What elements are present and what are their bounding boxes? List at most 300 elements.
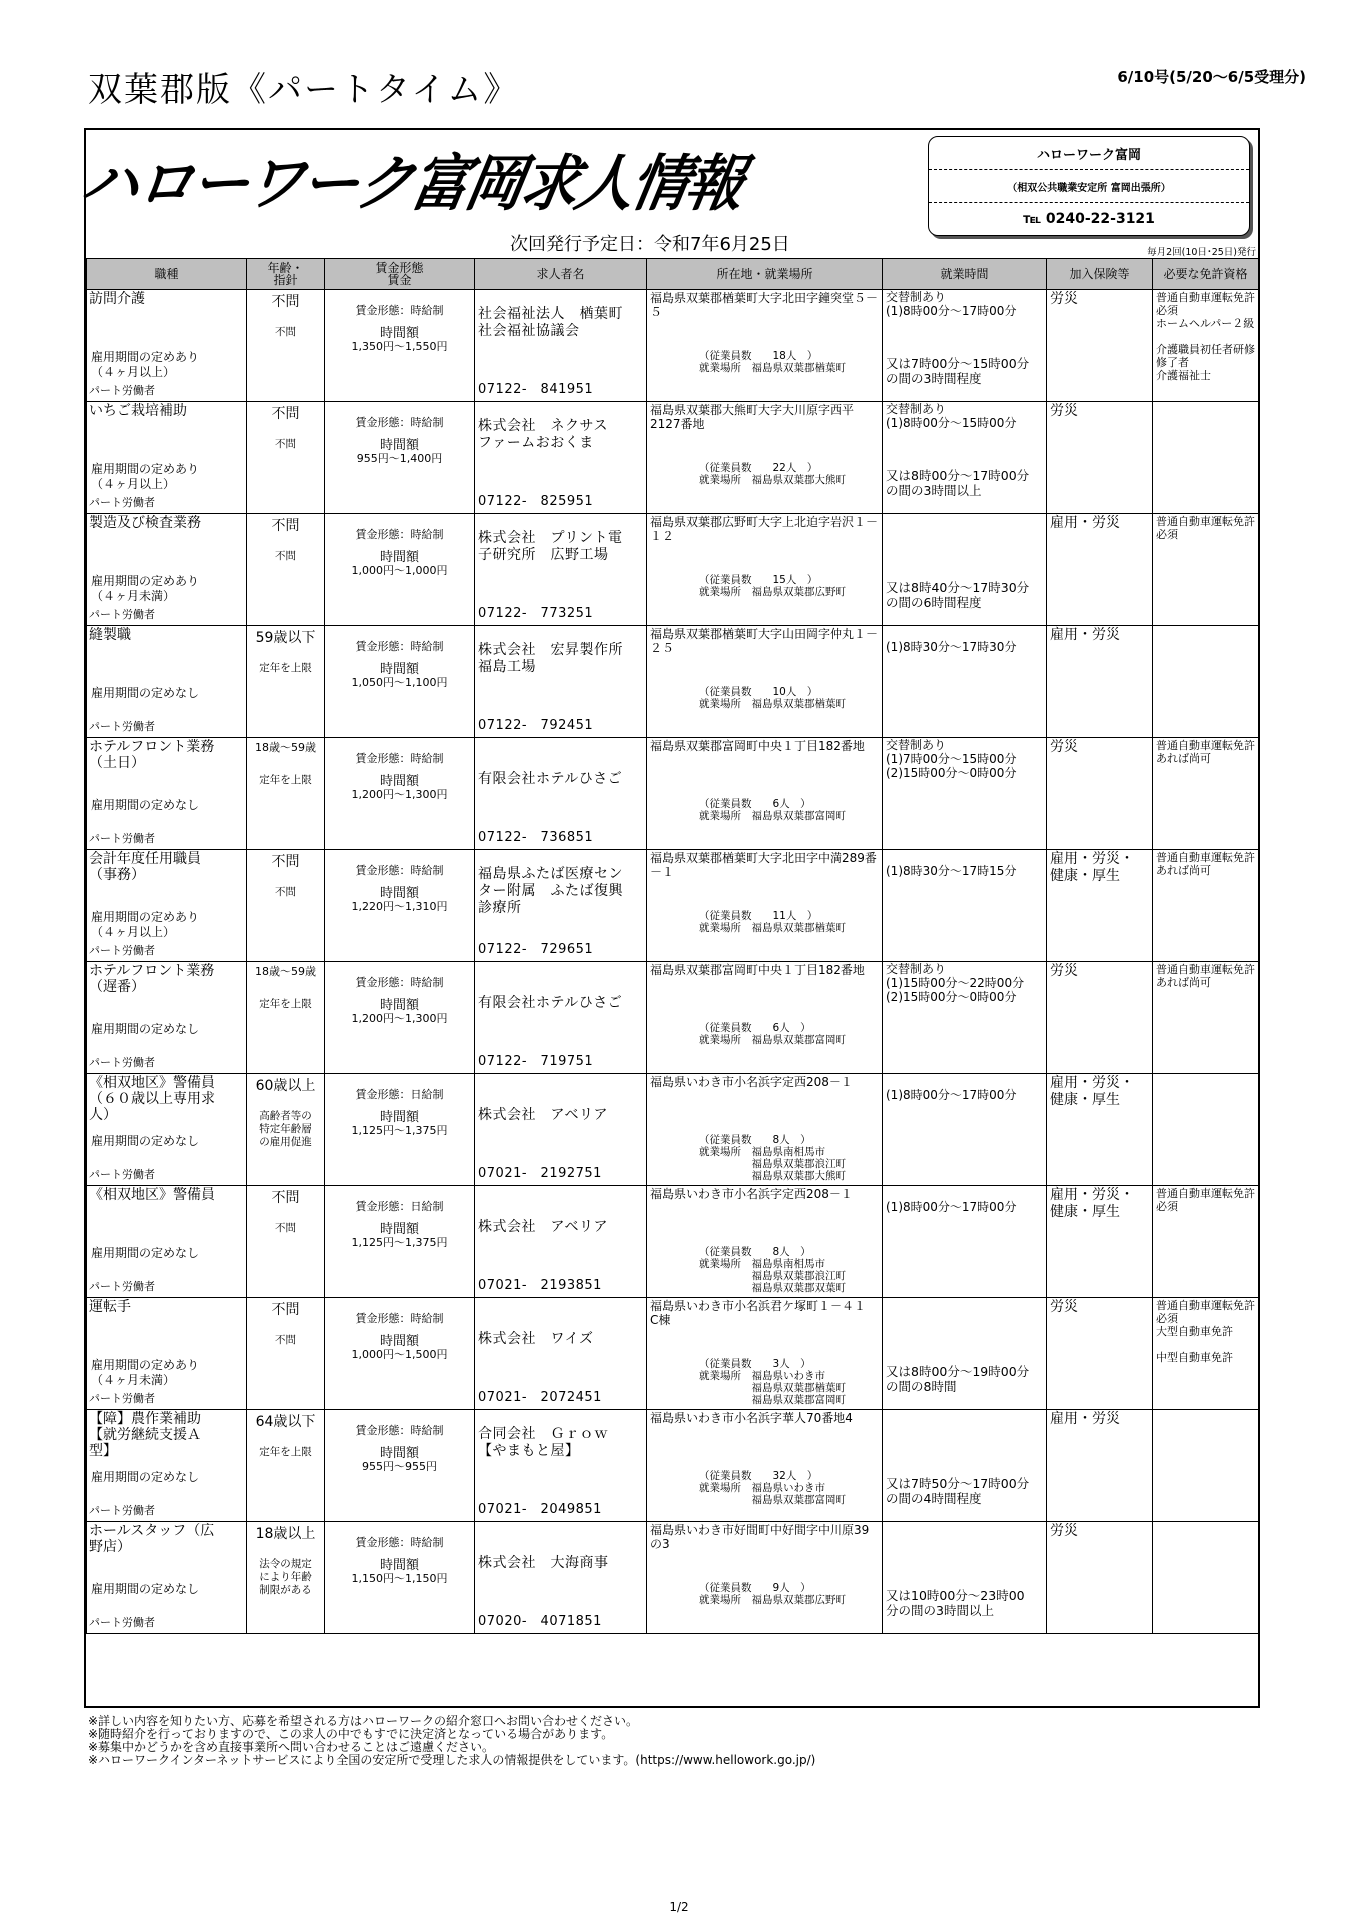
job-row: [87, 626, 1259, 738]
work-hours: (1)8時00分～17時00分: [886, 1088, 1017, 1102]
wage-block: [325, 514, 474, 577]
column-header: 賃金形態 賃金: [325, 259, 475, 290]
job-title: いちご栽培補助: [89, 403, 187, 419]
employer-name: 株式会社 宏昇製作所 福島工場: [478, 642, 623, 675]
work-hours: (1)8時00分～17時00分: [886, 1200, 1017, 1214]
cell-wage: [325, 1186, 475, 1298]
job-number: 07021- 2192751: [478, 1166, 602, 1181]
office-box: [928, 136, 1250, 236]
wage-per: 時間額: [379, 326, 419, 341]
staff-and-workplace: （従業員数 32人 ） 就業場所 福島県いわき市 福島県双葉郡富岡町: [699, 1470, 846, 1506]
cell-job: [87, 290, 247, 402]
office-tel: ℡ 0240-22-3121: [1023, 211, 1155, 227]
employer-name: 株式会社 大海商事: [478, 1555, 609, 1571]
address: 福島県いわき市小名浜君ケ塚町１－４１ C棟: [650, 1299, 867, 1327]
cell-wage: [325, 402, 475, 514]
column-header: 年齢・ 指針: [247, 259, 325, 290]
work-hours: 交替制あり (1)8時00分～15時00分: [886, 402, 1017, 430]
address: 福島県双葉郡楢葉町大字山田岡字仲丸１－２５: [650, 627, 879, 655]
wage-type: 賃金形態：日給制: [355, 1200, 444, 1213]
job-number: 07122- 729651: [478, 942, 594, 957]
wage-block: [325, 962, 474, 1025]
wage-block: [325, 1410, 474, 1473]
staff-and-workplace: （従業員数 10人 ） 就業場所 福島県双葉郡楢葉町: [699, 686, 846, 710]
cell-job: [87, 1298, 247, 1410]
work-hours-alt: 又は8時00分～17時00分 の間の3時間以上: [886, 468, 1030, 498]
cell-insurance: [1047, 402, 1153, 514]
wage-block: [325, 738, 474, 801]
cell-license: [1153, 402, 1259, 514]
work-hours: 交替制あり (1)8時00分～17時00分: [886, 290, 1017, 318]
cell-license: [1153, 1410, 1259, 1522]
employment-term: 雇用期間の定めあり （４ヶ月未満）: [91, 1358, 200, 1387]
worker-type: パート労働者: [89, 384, 155, 397]
age-note: 不問: [275, 886, 296, 898]
cell-license: [1153, 1298, 1259, 1410]
job-title: ホテルフロント業務 （遅番）: [89, 963, 215, 995]
job-title: 《相双地区》警備員: [89, 1187, 215, 1203]
job-row: [87, 514, 1259, 626]
age-note: 定年を上限: [259, 1446, 312, 1458]
employer-name: 福島県ふたば医療セン ター附属 ふたば復興 診療所: [478, 866, 623, 916]
column-header: 求人者名: [475, 259, 647, 290]
age-note: 不問: [275, 1334, 296, 1346]
address: 福島県いわき市小名浜字定西208－１: [650, 1075, 853, 1089]
cell-age: [247, 402, 325, 514]
cell-wage: [325, 514, 475, 626]
required-license: [1153, 1074, 1258, 1076]
staff-and-workplace: （従業員数 15人 ） 就業場所 福島県双葉郡広野町: [699, 574, 846, 598]
cell-age: [247, 1522, 325, 1634]
notes: [88, 1715, 815, 1767]
wage-block: [325, 1186, 474, 1249]
cell-wage: [325, 962, 475, 1074]
column-header: 所在地・就業場所: [647, 259, 883, 290]
worker-type: パート労働者: [89, 1168, 155, 1181]
cell-employer: [475, 850, 647, 962]
required-license: [1153, 402, 1258, 404]
insurance: 労災: [1050, 291, 1078, 307]
cell-age: [247, 1298, 325, 1410]
cell-wage: [325, 1410, 475, 1522]
cell-wage: [325, 1298, 475, 1410]
employer-name: 株式会社 ネクサス ファームおおくま: [478, 418, 608, 451]
cell-license: [1153, 850, 1259, 962]
cell-address: [647, 850, 883, 962]
job-number: 07021- 2193851: [478, 1278, 602, 1293]
job-title: 製造及び検査業務: [89, 515, 201, 531]
employer-name: 有限会社ホテルひさご: [478, 771, 623, 787]
staff-and-workplace: （従業員数 11人 ） 就業場所 福島県双葉郡楢葉町: [699, 910, 846, 934]
age-requirement: 64歳以下: [255, 1414, 316, 1430]
address: 福島県いわき市小名浜字華人70番地4: [650, 1411, 853, 1425]
cell-insurance: [1047, 738, 1153, 850]
cell-age: [247, 1074, 325, 1186]
required-license: 普通自動車運転免許 あれば尚可: [1156, 963, 1255, 989]
wage-range: 1,125円～1,375円: [351, 1236, 448, 1249]
insurance: 雇用・労災・ 健康・厚生: [1050, 1075, 1134, 1108]
job-number: 07122- 773251: [478, 606, 594, 621]
cell-job: [87, 1186, 247, 1298]
age-requirement: 不問: [271, 854, 300, 870]
cell-employer: [475, 514, 647, 626]
age-note: 不問: [275, 326, 296, 338]
insurance: 雇用・労災・ 健康・厚生: [1050, 1187, 1134, 1220]
cell-age: [247, 1186, 325, 1298]
wage-range: 1,150円～1,150円: [351, 1572, 448, 1585]
worker-type: パート労働者: [89, 832, 155, 845]
cell-employer: [475, 962, 647, 1074]
cell-wage: [325, 290, 475, 402]
required-license: 普通自動車運転免許 必須 大型自動車免許 中型自動車免許: [1156, 1299, 1255, 1364]
job-title: 縫製職: [89, 627, 131, 643]
job-row: [87, 290, 1259, 402]
office-name: ハローワーク富岡: [929, 137, 1249, 170]
wage-type: 賃金形態：時給制: [355, 864, 444, 877]
insurance: 雇用・労災: [1050, 627, 1120, 643]
wage-per: 時間額: [379, 886, 419, 901]
staff-and-workplace: （従業員数 9人 ） 就業場所 福島県双葉郡広野町: [699, 1582, 846, 1606]
insurance: 労災: [1050, 739, 1078, 755]
job-number: 07122- 736851: [478, 830, 594, 845]
cell-wage: [325, 850, 475, 962]
worker-type: パート労働者: [89, 1056, 155, 1069]
wage-type: 賃金形態：時給制: [355, 752, 444, 765]
wage-per: 時間額: [379, 1222, 419, 1237]
wage-block: [325, 626, 474, 689]
age-note: 不問: [275, 550, 296, 562]
table-header-row: [87, 259, 1259, 290]
required-license: 普通自動車運転免許 あれば尚可: [1156, 851, 1255, 877]
cell-employer: [475, 1298, 647, 1410]
work-hours: (1)8時30分～17時15分: [886, 864, 1017, 878]
job-number: 07021- 2049851: [478, 1502, 602, 1517]
column-header: 加入保険等: [1047, 259, 1153, 290]
job-row: [87, 1522, 1259, 1634]
note-line: ※詳しい内容を知りたい方、応募を希望される方はハローワークの紹介窓口へお問い合わせください。: [88, 1714, 639, 1728]
wage-range: 955円～955円: [362, 1460, 437, 1473]
age-note: 不問: [275, 438, 296, 450]
cell-hours: [883, 962, 1047, 1074]
wage-block: [325, 1074, 474, 1137]
employment-term: 雇用期間の定めなし: [91, 1582, 200, 1596]
cell-insurance: [1047, 962, 1153, 1074]
insurance: 労災: [1050, 403, 1078, 419]
required-license: [1153, 1410, 1258, 1412]
wage-range: 1,125円～1,375円: [351, 1124, 448, 1137]
cell-age: [247, 290, 325, 402]
wage-type: 賃金形態：時給制: [355, 304, 444, 317]
staff-and-workplace: （従業員数 8人 ） 就業場所 福島県南相馬市 福島県双葉郡浪江町 福島県双葉郡大熊町: [699, 1134, 846, 1182]
staff-and-workplace: （従業員数 6人 ） 就業場所 福島県双葉郡富岡町: [699, 1022, 846, 1046]
work-hours-alt: 又は8時40分～17時30分 の間の6時間程度: [886, 580, 1030, 610]
age-requirement: 不問: [271, 294, 300, 310]
cell-address: [647, 402, 883, 514]
wage-per: 時間額: [379, 774, 419, 789]
cell-insurance: [1047, 1298, 1153, 1410]
cell-job: [87, 738, 247, 850]
wage-type: 賃金形態：時給制: [355, 1424, 444, 1437]
cell-employer: [475, 1074, 647, 1186]
staff-and-workplace: （従業員数 22人 ） 就業場所 福島県双葉郡大熊町: [699, 462, 846, 486]
cell-insurance: [1047, 514, 1153, 626]
worker-type: パート労働者: [89, 496, 155, 509]
employer-name: 有限会社ホテルひさご: [478, 995, 623, 1011]
cell-address: [647, 1522, 883, 1634]
wage-per: 時間額: [379, 1334, 419, 1349]
address: 福島県双葉郡大熊町大字大川原字西平2127番地: [650, 403, 855, 431]
job-title: 訪問介護: [89, 291, 145, 307]
staff-and-workplace: （従業員数 8人 ） 就業場所 福島県南相馬市 福島県双葉郡浪江町 福島県双葉郡双葉町: [699, 1246, 846, 1294]
cell-hours: [883, 290, 1047, 402]
cell-license: [1153, 1074, 1259, 1186]
cell-address: [647, 1074, 883, 1186]
cell-job: [87, 514, 247, 626]
employer-name: 株式会社 アベリア: [478, 1219, 608, 1235]
wage-range: 1,220円～1,310円: [351, 900, 448, 913]
column-header: 職種: [87, 259, 247, 290]
job-title: 【障】農作業補助 【就労継続支援Ａ 型】: [89, 1411, 201, 1459]
wage-type: 賃金形態：時給制: [355, 640, 444, 653]
column-header: 就業時間: [883, 259, 1047, 290]
cell-employer: [475, 1522, 647, 1634]
cell-job: [87, 1074, 247, 1186]
cell-age: [247, 626, 325, 738]
hellowork-logo: ハローワーク富岡求人情報: [75, 147, 748, 220]
cell-employer: [475, 626, 647, 738]
age-note: 定年を上限: [259, 662, 312, 674]
cell-license: [1153, 626, 1259, 738]
worker-type: パート労働者: [89, 1280, 155, 1293]
job-title: ホテルフロント業務 （土日）: [89, 739, 215, 771]
cell-hours: [883, 1074, 1047, 1186]
employment-term: 雇用期間の定めあり （４ヶ月以上）: [91, 350, 200, 379]
cell-age: [247, 514, 325, 626]
cell-address: [647, 738, 883, 850]
employment-term: 雇用期間の定めあり （４ヶ月以上）: [91, 910, 200, 939]
employment-term: 雇用期間の定めあり （４ヶ月以上）: [91, 462, 200, 491]
wage-block: [325, 1522, 474, 1585]
cell-hours: [883, 850, 1047, 962]
insurance: 労災: [1050, 1523, 1078, 1539]
work-hours-alt: 又は8時00分～19時00分 の間の8時間: [886, 1364, 1030, 1394]
issue-frequency: 毎月2回(10日･25日)発行: [1147, 247, 1256, 258]
age-requirement: 60歳以上: [255, 1078, 316, 1094]
cell-hours: [883, 514, 1047, 626]
cell-insurance: [1047, 1410, 1153, 1522]
address: 福島県いわき市小名浜字定西208－１: [650, 1187, 853, 1201]
job-row: [87, 850, 1259, 962]
address: 福島県双葉郡広野町大字上北迫字岩沢１－１２: [650, 515, 879, 543]
wage-type: 賃金形態：時給制: [355, 1312, 444, 1325]
cell-job: [87, 962, 247, 1074]
cell-insurance: [1047, 290, 1153, 402]
age-requirement: 不問: [271, 1302, 300, 1318]
cell-hours: [883, 1186, 1047, 1298]
worker-type: パート労働者: [89, 1616, 155, 1629]
cell-license: [1153, 514, 1259, 626]
employment-term: 雇用期間の定めなし: [91, 686, 200, 700]
worker-type: パート労働者: [89, 944, 155, 957]
cell-insurance: [1047, 1074, 1153, 1186]
employer-name: 株式会社 アベリア: [478, 1107, 608, 1123]
job-table: [86, 258, 1259, 1634]
issue-number: 6/10号(5/20～6/5受理分): [1117, 68, 1306, 86]
cell-hours: [883, 1298, 1047, 1410]
work-hours-alt: 又は10時00分～23時00 分の間の3時間以上: [886, 1588, 1025, 1618]
note-line: ※随時紹介を行っておりますので、この求人の中でもすでに決定済となっている場合があります。: [88, 1727, 614, 1741]
cell-license: [1153, 290, 1259, 402]
job-listing-frame: [75, 128, 1260, 1767]
work-hours-alt: 又は7時50分～17時00分 の間の4時間程度: [886, 1476, 1030, 1506]
work-hours-alt: 又は7時00分～15時00分 の間の3時間程度: [886, 356, 1030, 386]
age-requirement: 59歳以下: [255, 630, 316, 646]
age-note: 定年を上限: [259, 998, 312, 1010]
worker-type: パート労働者: [89, 720, 155, 733]
job-row: [87, 1186, 1259, 1298]
age-requirement: 不問: [271, 406, 300, 422]
cell-insurance: [1047, 1186, 1153, 1298]
cell-wage: [325, 626, 475, 738]
next-issue-date: 次回発行予定日：令和7年6月25日: [510, 234, 790, 255]
document-title: 双葉郡版《パートタイム》: [88, 70, 520, 110]
job-number: 07122- 792451: [478, 718, 594, 733]
age-requirement: 18歳～59歳: [255, 741, 316, 754]
work-hours: 交替制あり (1)7時00分～15時00分 (2)15時00分～0時00分: [886, 738, 1017, 780]
employer-name: 社会福祉法人 楢葉町 社会福祉協議会: [478, 306, 623, 339]
job-title: ホールスタッフ（広 野店）: [89, 1523, 215, 1555]
job-row: [87, 962, 1259, 1074]
cell-hours: [883, 1410, 1047, 1522]
wage-range: 955円～1,400円: [356, 452, 443, 465]
wage-range: 1,200円～1,300円: [351, 788, 448, 801]
wage-range: 1,050円～1,100円: [351, 676, 448, 689]
wage-type: 賃金形態：時給制: [355, 528, 444, 541]
address: 福島県双葉郡楢葉町大字北田字中満289番－１: [650, 851, 877, 879]
cell-license: [1153, 1522, 1259, 1634]
job-number: 07021- 2072451: [478, 1390, 602, 1405]
cell-employer: [475, 290, 647, 402]
job-row: [87, 402, 1259, 514]
insurance: 労災: [1050, 1299, 1078, 1315]
cell-wage: [325, 738, 475, 850]
insurance: 労災: [1050, 963, 1078, 979]
wage-per: 時間額: [379, 1446, 419, 1461]
cell-address: [647, 290, 883, 402]
cell-license: [1153, 1186, 1259, 1298]
cell-address: [647, 962, 883, 1074]
insurance: 雇用・労災: [1050, 1411, 1120, 1427]
cell-insurance: [1047, 1522, 1153, 1634]
job-number: 07122- 825951: [478, 494, 594, 509]
wage-type: 賃金形態：日給制: [355, 1088, 444, 1101]
cell-address: [647, 514, 883, 626]
employer-name: 合同会社 Ｇｒｏｗ 【やまもと屋】: [478, 1426, 609, 1459]
wage-per: 時間額: [379, 1110, 419, 1125]
cell-employer: [475, 1186, 647, 1298]
job-row: [87, 738, 1259, 850]
cell-job: [87, 850, 247, 962]
cell-address: [647, 626, 883, 738]
worker-type: パート労働者: [89, 1392, 155, 1405]
insurance: 雇用・労災・ 健康・厚生: [1050, 851, 1134, 884]
age-requirement: 不問: [271, 518, 300, 534]
staff-and-workplace: （従業員数 6人 ） 就業場所 福島県双葉郡富岡町: [699, 798, 846, 822]
staff-and-workplace: （従業員数 18人 ） 就業場所 福島県双葉郡楢葉町: [699, 350, 846, 374]
worker-type: パート労働者: [89, 608, 155, 621]
employment-term: 雇用期間の定めなし: [91, 1022, 200, 1036]
required-license: [1153, 1522, 1258, 1524]
cell-employer: [475, 738, 647, 850]
job-number: 07020- 4071851: [478, 1614, 602, 1629]
job-number: 07122- 841951: [478, 382, 594, 397]
cell-job: [87, 1522, 247, 1634]
employment-term: 雇用期間の定めなし: [91, 798, 200, 812]
page-number: 1/2: [669, 1900, 689, 1914]
cell-insurance: [1047, 850, 1153, 962]
column-header: 必要な免許資格: [1153, 259, 1259, 290]
wage-block: [325, 1298, 474, 1361]
address: 福島県双葉郡楢葉町大字北田字鐘突堂５－５: [650, 291, 879, 319]
address: 福島県双葉郡富岡町中央１丁目182番地: [650, 739, 865, 753]
cell-wage: [325, 1522, 475, 1634]
work-hours: 交替制あり (1)15時00分～22時00分 (2)15時00分～0時00分: [886, 962, 1025, 1004]
wage-block: [325, 402, 474, 465]
job-row: [87, 1074, 1259, 1186]
staff-and-workplace: （従業員数 3人 ） 就業場所 福島県いわき市 福島県双葉郡楢葉町 福島県双葉郡富岡町: [699, 1358, 846, 1406]
cell-job: [87, 1410, 247, 1522]
cell-hours: [883, 1522, 1047, 1634]
cell-age: [247, 1410, 325, 1522]
job-row: [87, 1410, 1259, 1522]
required-license: [1153, 626, 1258, 628]
employment-term: 雇用期間の定めなし: [91, 1470, 200, 1484]
wage-range: 1,350円～1,550円: [351, 340, 448, 353]
age-note: 定年を上限: [259, 774, 312, 786]
note-line: ※募集中かどうかを含め直接事業所へ問い合わせることはご遠慮ください。: [88, 1740, 495, 1754]
employer-name: 株式会社 プリント電 子研究所 広野工場: [478, 530, 623, 563]
employer-name: 株式会社 ワイズ: [478, 1331, 594, 1347]
age-requirement: 18歳以上: [255, 1526, 316, 1542]
required-license: 普通自動車運転免許 あれば尚可: [1156, 739, 1255, 765]
age-requirement: 不問: [271, 1190, 300, 1206]
wage-per: 時間額: [379, 1558, 419, 1573]
address: 福島県いわき市好間町中好間字中川原39の3: [650, 1523, 870, 1551]
cell-wage: [325, 1074, 475, 1186]
wage-range: 1,000円～1,500円: [351, 1348, 448, 1361]
office-sub: （相双公共職業安定所 富岡出張所）: [929, 170, 1249, 203]
wage-per: 時間額: [379, 438, 419, 453]
address: 福島県双葉郡富岡町中央１丁目182番地: [650, 963, 865, 977]
wage-per: 時間額: [379, 998, 419, 1013]
cell-employer: [475, 1410, 647, 1522]
employment-term: 雇用期間の定めあり （４ヶ月未満）: [91, 574, 200, 603]
cell-job: [87, 626, 247, 738]
cell-address: [647, 1410, 883, 1522]
cell-hours: [883, 626, 1047, 738]
wage-type: 賃金形態：時給制: [355, 976, 444, 989]
worker-type: パート労働者: [89, 1504, 155, 1517]
job-title: 運転手: [89, 1299, 131, 1315]
required-license: 普通自動車運転免許 必須: [1156, 1187, 1255, 1213]
cell-age: [247, 850, 325, 962]
employment-term: 雇用期間の定めなし: [91, 1246, 200, 1260]
cell-address: [647, 1298, 883, 1410]
cell-hours: [883, 738, 1047, 850]
insurance: 雇用・労災: [1050, 515, 1120, 531]
note-line: ※ハローワークインターネットサービスにより全国の安定所で受理した求人の情報提供をしています。(https://www.hellowork.go.jp/): [88, 1753, 816, 1767]
age-note: 法令の規定 により年齢 制限がある: [259, 1558, 312, 1596]
